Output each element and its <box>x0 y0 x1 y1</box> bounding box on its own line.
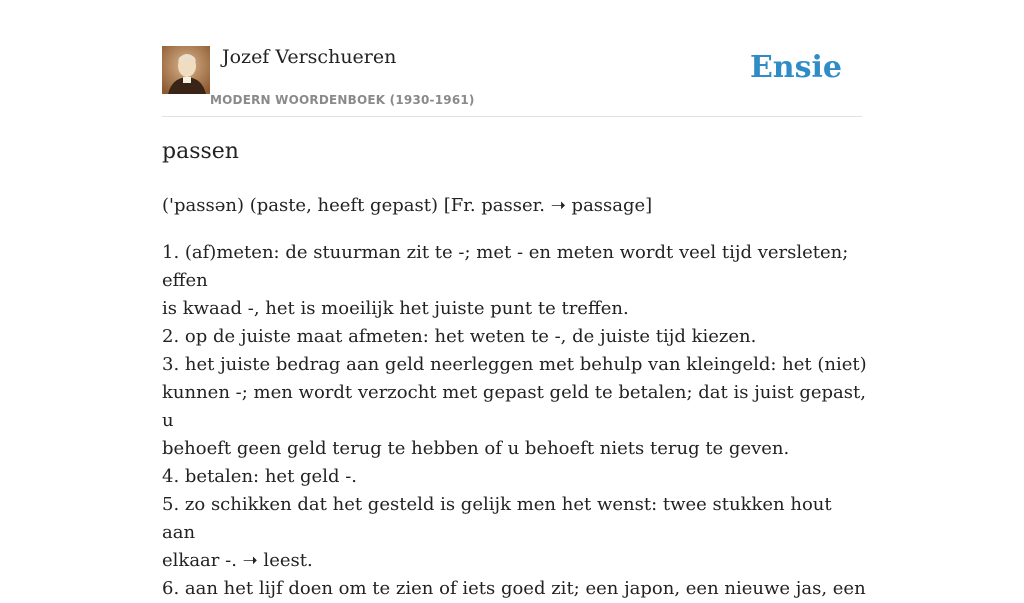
see-also-arrow-icon: ➝ <box>550 195 566 216</box>
author-name[interactable]: Jozef Verschueren <box>222 46 397 68</box>
etymology-text: ('passən) (paste, heeft gepast) [Fr. passer. <box>162 195 551 216</box>
definition-line: 6. aan het lijf doen om te zien of iets goed zit; een japon, een nieuwe jas, een <box>162 578 866 599</box>
entry-headword: passen <box>162 139 239 164</box>
definition-line: 2. op de juiste maat afmeten: het weten te -, de juiste tijd kiezen. <box>162 326 757 347</box>
definition-line: kunnen -; men wordt verzocht met gepast geld te betalen; dat is juist gepast, u <box>162 382 866 431</box>
definition-line: is kwaad -, het is moeilijk het juiste punt te treffen. <box>162 298 629 319</box>
author-portrait-icon <box>162 46 210 94</box>
definition-line: behoeft geen geld terug te hebben of u behoeft niets terug te geven. <box>162 438 790 459</box>
author-avatar[interactable] <box>162 46 210 94</box>
entry-definitions <box>162 239 867 603</box>
definition-line: 3. het juiste bedrag aan geld neerleggen met behulp van kleingeld: het (niet) <box>162 354 867 375</box>
dictionary-source[interactable]: MODERN WOORDENBOEK (1930-1961) <box>210 93 475 107</box>
entry-header <box>162 46 862 117</box>
definition-line: elkaar -. ➝ leest. <box>162 550 313 571</box>
ensie-logo[interactable]: Ensie <box>749 50 842 85</box>
entry-etymology <box>162 195 652 216</box>
definition-line: 1. (af)meten: de stuurman zit te -; met - en meten wordt veel tijd versleten; effen <box>162 242 849 291</box>
etymology-link-passage[interactable]: passage] <box>565 195 653 216</box>
definition-line: 4. betalen: het geld -. <box>162 466 358 487</box>
definition-line: 5. zo schikken dat het gesteld is gelijk men het wenst: twee stukken hout aan <box>162 494 832 543</box>
